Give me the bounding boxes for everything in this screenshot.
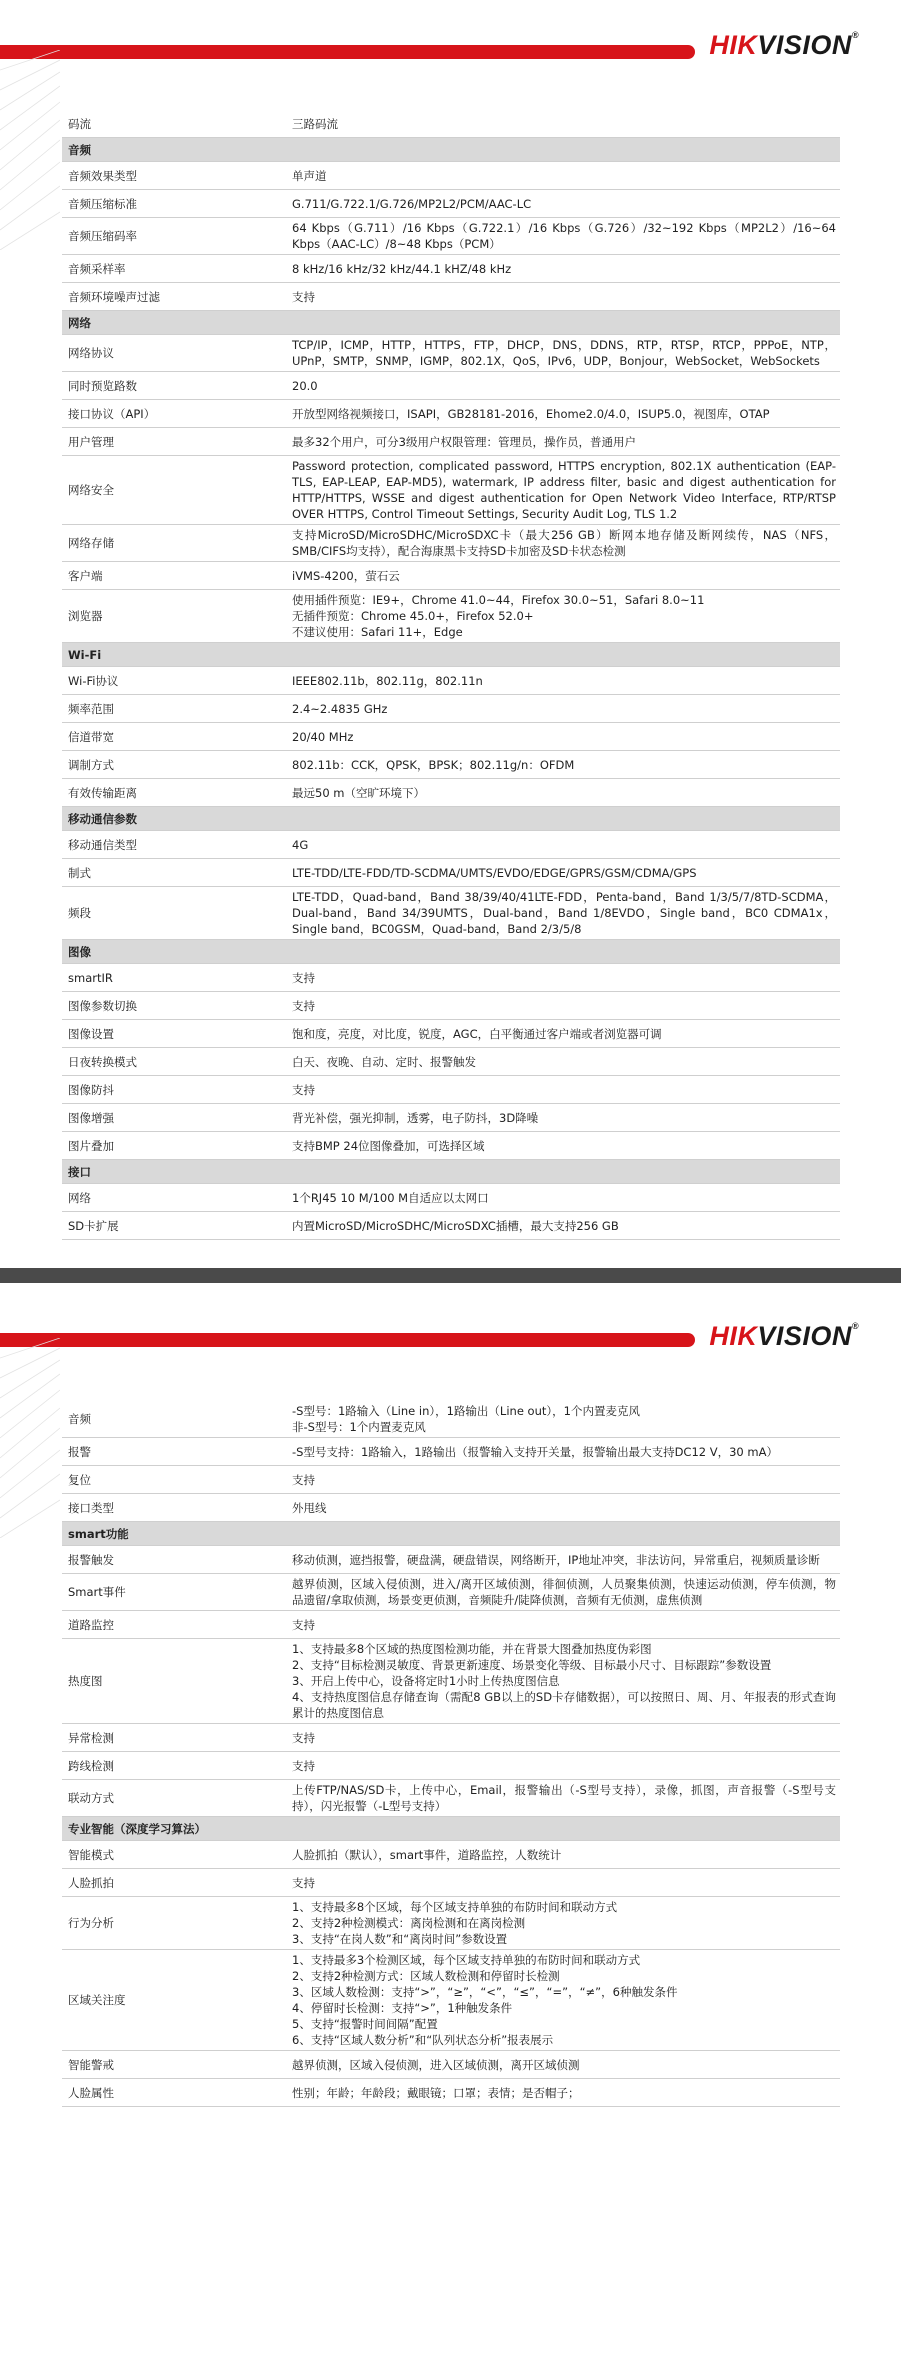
- spec-row: [62, 1438, 840, 1466]
- spec-row: [62, 590, 840, 643]
- spec-value: IEEE802.11b，802.11g，802.11n: [286, 667, 840, 695]
- spec-label: 图像防抖: [62, 1076, 286, 1104]
- spec-row: [62, 779, 840, 807]
- spec-value: 白天、夜晚、自动、定时、报警触发: [286, 1048, 840, 1076]
- spec-row: [62, 372, 840, 400]
- spec-label: 报警: [62, 1438, 286, 1466]
- spec-value: 8 kHz/16 kHz/32 kHz/44.1 kHZ/48 kHz: [286, 255, 840, 283]
- spec-row: [62, 562, 840, 590]
- spec-label: Wi-Fi协议: [62, 667, 286, 695]
- section-header: [62, 1160, 840, 1184]
- spec-row: [62, 1780, 840, 1817]
- spec-value: iVMS-4200，萤石云: [286, 562, 840, 590]
- spec-row: [62, 1897, 840, 1950]
- spec-row: [62, 1639, 840, 1724]
- section-header: [62, 311, 840, 335]
- spec-label: 制式: [62, 859, 286, 887]
- spec-row: [62, 190, 840, 218]
- spec-row: [62, 2051, 840, 2079]
- spec-label: 图片叠加: [62, 1132, 286, 1160]
- spec-row: [62, 667, 840, 695]
- spec-value: 支持: [286, 1611, 840, 1639]
- spec-value: LTE-TDD/LTE-FDD/TD-SCDMA/UMTS/EVDO/EDGE/GPRS/GSM/CDMA/GPS: [286, 859, 840, 887]
- spec-row: [62, 1401, 840, 1438]
- spec-value: 上传FTP/NAS/SD卡，上传中心，Email，报警输出（-S型号支持），录像，抓图，声音报警（-S型号支持），闪光报警（-L型号支持）: [286, 1780, 840, 1817]
- spec-label: 接口协议（API）: [62, 400, 286, 428]
- spec-label: 音频采样率: [62, 255, 286, 283]
- spec-row: [62, 1574, 840, 1611]
- spec-label: smartIR: [62, 964, 286, 992]
- spec-value: 越界侦测，区域入侵侦测，进入区域侦测，离开区域侦测: [286, 2051, 840, 2079]
- spec-value: 移动侦测，遮挡报警，硬盘满，硬盘错误，网络断开，IP地址冲突，非法访问，异常重启，视频质量诊断: [286, 1546, 840, 1574]
- spec-row: [62, 831, 840, 859]
- spec-table-1: [62, 110, 840, 1240]
- hikvision-logo: HIKVISION®: [709, 1321, 859, 1351]
- spec-label: 调制方式: [62, 751, 286, 779]
- section-header: [62, 940, 840, 964]
- spec-row: [62, 1132, 840, 1160]
- spec-page-2: [0, 1283, 901, 2354]
- spec-value: 支持MicroSD/MicroSDHC/MicroSDXC卡（最大256 GB）断网本地存储及断网续传，NAS（NFS，SMB/CIFS均支持），配合海康黑卡支持SD卡加密及SD卡状态检测: [286, 525, 840, 562]
- spec-value: 使用插件预览：IE9+，Chrome 41.0~44，Firefox 30.0~51，Safari 8.0~11 无插件预览：Chrome 45.0+，Firefox 52.0+ 不建议使用：Safari 11+，Edge: [286, 590, 840, 643]
- decorative-lines: [0, 1338, 60, 1538]
- spec-label: 接口类型: [62, 1494, 286, 1522]
- section-title: 音频: [62, 138, 840, 162]
- spec-label: 信道带宽: [62, 723, 286, 751]
- spec-label: 联动方式: [62, 1780, 286, 1817]
- spec-label: 网络存储: [62, 525, 286, 562]
- spec-value: Password protection, complicated password, HTTPS encryption, 802.1X authentication (EAP-TLS, EAP-LEAP, EAP-MD5), watermark, IP address filter, basic and digest authentication for HTTP/HTTPS, WSSE and digest authentication for Open Network Video Interface, RTP/RTSP OVER HTTPS, Control Timeout Settings, Security Audit Log, TLS 1.2: [286, 456, 840, 525]
- spec-label: 移动通信类型: [62, 831, 286, 859]
- spec-row: [62, 1020, 840, 1048]
- spec-value: 最远50 m（空旷环境下）: [286, 779, 840, 807]
- spec-label: 有效传输距离: [62, 779, 286, 807]
- spec-row: [62, 1611, 840, 1639]
- spec-value: 支持: [286, 964, 840, 992]
- spec-row: [62, 1076, 840, 1104]
- spec-value: 支持: [286, 992, 840, 1020]
- spec-value: 外甩线: [286, 1494, 840, 1522]
- spec-label: 网络: [62, 1184, 286, 1212]
- spec-row: [62, 1950, 840, 2051]
- spec-value: 1、支持最多8个区域，每个区域支持单独的布防时间和联动方式 2、支持2种检测模式：离岗检测和在离岗检测 3、支持“在岗人数”和“离岗时间”参数设置: [286, 1897, 840, 1950]
- spec-label: 频段: [62, 887, 286, 940]
- spec-row: [62, 255, 840, 283]
- spec-label: 热度图: [62, 1639, 286, 1724]
- section-title: 接口: [62, 1160, 840, 1184]
- spec-label: 音频环境噪声过滤: [62, 283, 286, 311]
- spec-row: [62, 1048, 840, 1076]
- spec-value: 20.0: [286, 372, 840, 400]
- spec-value: 1、支持最多3个检测区域，每个区域支持单独的布防时间和联动方式 2、支持2种检测方式：区域人数检测和停留时长检测 3、区域人数检测：支持“>”，“≥”，“<”，“≤”，“=”，“≠”，6种触发条件 4、停留时长检测：支持“>”，1种触发条件 5、支持“报警时间间隔”配置 6、支持“区域人数分析”和“队列状态分析”报表展示: [286, 1950, 840, 2051]
- spec-row: [62, 887, 840, 940]
- spec-label: SD卡扩展: [62, 1212, 286, 1240]
- section-title: 移动通信参数: [62, 807, 840, 831]
- spec-label: 音频: [62, 1401, 286, 1438]
- spec-row: [62, 1752, 840, 1780]
- decorative-lines: [0, 50, 60, 250]
- spec-row: [62, 1104, 840, 1132]
- spec-row: [62, 1869, 840, 1897]
- spec-label: 图像参数切换: [62, 992, 286, 1020]
- spec-label: 音频效果类型: [62, 162, 286, 190]
- spec-row: [62, 456, 840, 525]
- spec-value: 最多32个用户，可分3级用户权限管理：管理员，操作员，普通用户: [286, 428, 840, 456]
- spec-row: [62, 723, 840, 751]
- spec-row: [62, 1184, 840, 1212]
- spec-label: 人脸属性: [62, 2079, 286, 2107]
- spec-value: 1个RJ45 10 M/100 M自适应以太网口: [286, 1184, 840, 1212]
- spec-label: Smart事件: [62, 1574, 286, 1611]
- spec-value: 人脸抓拍（默认），smart事件，道路监控，人数统计: [286, 1841, 840, 1869]
- spec-value: 支持BMP 24位图像叠加，可选择区域: [286, 1132, 840, 1160]
- section-header: [62, 138, 840, 162]
- spec-value: TCP/IP，ICMP，HTTP，HTTPS，FTP，DHCP，DNS，DDNS，RTP，RTSP，RTCP，PPPoE，NTP，UPnP，SMTP，SNMP，IGMP，802.1X，QoS，IPv6，UDP，Bonjour，WebSocket，WebSockets: [286, 335, 840, 372]
- spec-row: [62, 400, 840, 428]
- section-header: [62, 643, 840, 667]
- spec-row: [62, 859, 840, 887]
- spec-value: 性别；年龄；年龄段；戴眼镜；口罩；表情；是否帽子；: [286, 2079, 840, 2107]
- spec-row: [62, 992, 840, 1020]
- spec-row: [62, 1841, 840, 1869]
- spec-row: [62, 110, 840, 138]
- spec-value: 支持: [286, 1752, 840, 1780]
- hikvision-logo: HIKVISION®: [709, 30, 859, 60]
- spec-label: 网络安全: [62, 456, 286, 525]
- spec-value: 越界侦测，区域入侵侦测，进入/离开区域侦测，徘徊侦测，人员聚集侦测，快速运动侦测，停车侦测，物品遗留/拿取侦测，场景变更侦测，音频陡升/陡降侦测，音频有无侦测，虚焦侦测: [286, 1574, 840, 1611]
- spec-label: 用户管理: [62, 428, 286, 456]
- spec-value: 20/40 MHz: [286, 723, 840, 751]
- section-title: Wi-Fi: [62, 643, 840, 667]
- spec-value: 64 Kbps（G.711）/16 Kbps（G.722.1）/16 Kbps（G.726）/32~192 Kbps（MP2L2）/16~64 Kbps（AAC-LC）/8~48 Kbps（PCM）: [286, 218, 840, 255]
- spec-label: 行为分析: [62, 1897, 286, 1950]
- section-title: 图像: [62, 940, 840, 964]
- spec-value: 背光补偿，强光抑制，透雾，电子防抖，3D降噪: [286, 1104, 840, 1132]
- spec-value: 4G: [286, 831, 840, 859]
- spec-label: 码流: [62, 110, 286, 138]
- header-red-band: [0, 1333, 695, 1347]
- spec-value: -S型号：1路输入（Line in），1路输出（Line out），1个内置麦克风 非-S型号：1个内置麦克风: [286, 1401, 840, 1438]
- spec-value: G.711/G.722.1/G.726/MP2L2/PCM/AAC-LC: [286, 190, 840, 218]
- spec-row: [62, 525, 840, 562]
- spec-row: [62, 2079, 840, 2107]
- page-divider: [0, 1268, 901, 1283]
- section-header: [62, 1817, 840, 1841]
- spec-value: 2.4~2.4835 GHz: [286, 695, 840, 723]
- spec-row: [62, 218, 840, 255]
- spec-row: [62, 1212, 840, 1240]
- spec-row: [62, 335, 840, 372]
- spec-value: 饱和度，亮度，对比度，锐度，AGC，白平衡通过客户端或者浏览器可调: [286, 1020, 840, 1048]
- spec-value: 支持: [286, 1869, 840, 1897]
- spec-row: [62, 1546, 840, 1574]
- section-title: 网络: [62, 311, 840, 335]
- spec-label: 频率范围: [62, 695, 286, 723]
- spec-value: 单声道: [286, 162, 840, 190]
- spec-row: [62, 695, 840, 723]
- spec-label: 人脸抓拍: [62, 1869, 286, 1897]
- section-title: smart功能: [62, 1522, 840, 1546]
- spec-label: 智能模式: [62, 1841, 286, 1869]
- spec-label: 智能警戒: [62, 2051, 286, 2079]
- spec-row: [62, 751, 840, 779]
- spec-label: 异常检测: [62, 1724, 286, 1752]
- spec-value: 支持: [286, 283, 840, 311]
- spec-value: -S型号支持：1路输入，1路输出（报警输入支持开关量，报警输出最大支持DC12 V，30 mA）: [286, 1438, 840, 1466]
- spec-label: 同时预览路数: [62, 372, 286, 400]
- spec-label: 图像增强: [62, 1104, 286, 1132]
- spec-row: [62, 1466, 840, 1494]
- spec-row: [62, 964, 840, 992]
- spec-row: [62, 283, 840, 311]
- section-title: 专业智能（深度学习算法）: [62, 1817, 840, 1841]
- spec-value: 开放型网络视频接口，ISAPI，GB28181-2016，Ehome2.0/4.0，ISUP5.0，视图库，OTAP: [286, 400, 840, 428]
- spec-value: 支持: [286, 1724, 840, 1752]
- spec-value: 1、支持最多8个区域的热度图检测功能，并在背景大图叠加热度伪彩图 2、支持“目标检测灵敏度、背景更新速度、场景变化等级、目标最小尺寸、目标跟踪”参数设置 3、开启上传中心，设备将定时1小时上传热度图信息 4、支持热度图信息存储查询（需配8 GB以上的SD卡存储数据），可以按照日、周、月、年报表的形式查询累计的热度图信息: [286, 1639, 840, 1724]
- spec-label: 日夜转换模式: [62, 1048, 286, 1076]
- section-header: [62, 807, 840, 831]
- spec-row: [62, 1494, 840, 1522]
- spec-row: [62, 428, 840, 456]
- spec-value: 802.11b：CCK，QPSK，BPSK；802.11g/n：OFDM: [286, 751, 840, 779]
- section-header: [62, 1522, 840, 1546]
- spec-value: LTE-TDD，Quad-band，Band 38/39/40/41LTE-FDD，Penta-band，Band 1/3/5/7/8TD-SCDMA，Dual-band，Band 34/39UMTS，Dual-band，Band 1/8EVDO，Single band，BC0 CDMA1x，Single band，BC0GSM，Quad-band，Band 2/3/5/8: [286, 887, 840, 940]
- spec-value: 支持: [286, 1466, 840, 1494]
- spec-value: 三路码流: [286, 110, 840, 138]
- spec-value: 支持: [286, 1076, 840, 1104]
- spec-label: 图像设置: [62, 1020, 286, 1048]
- spec-table-2: [62, 1401, 840, 2107]
- spec-label: 音频压缩标准: [62, 190, 286, 218]
- header-red-band: [0, 45, 695, 59]
- spec-label: 浏览器: [62, 590, 286, 643]
- spec-label: 报警触发: [62, 1546, 286, 1574]
- spec-value: 内置MicroSD/MicroSDHC/MicroSDXC插槽，最大支持256 GB: [286, 1212, 840, 1240]
- spec-label: 跨线检测: [62, 1752, 286, 1780]
- spec-label: 网络协议: [62, 335, 286, 372]
- spec-label: 区域关注度: [62, 1950, 286, 2051]
- spec-label: 客户端: [62, 562, 286, 590]
- spec-label: 音频压缩码率: [62, 218, 286, 255]
- spec-label: 复位: [62, 1466, 286, 1494]
- spec-row: [62, 1724, 840, 1752]
- spec-row: [62, 162, 840, 190]
- spec-label: 道路监控: [62, 1611, 286, 1639]
